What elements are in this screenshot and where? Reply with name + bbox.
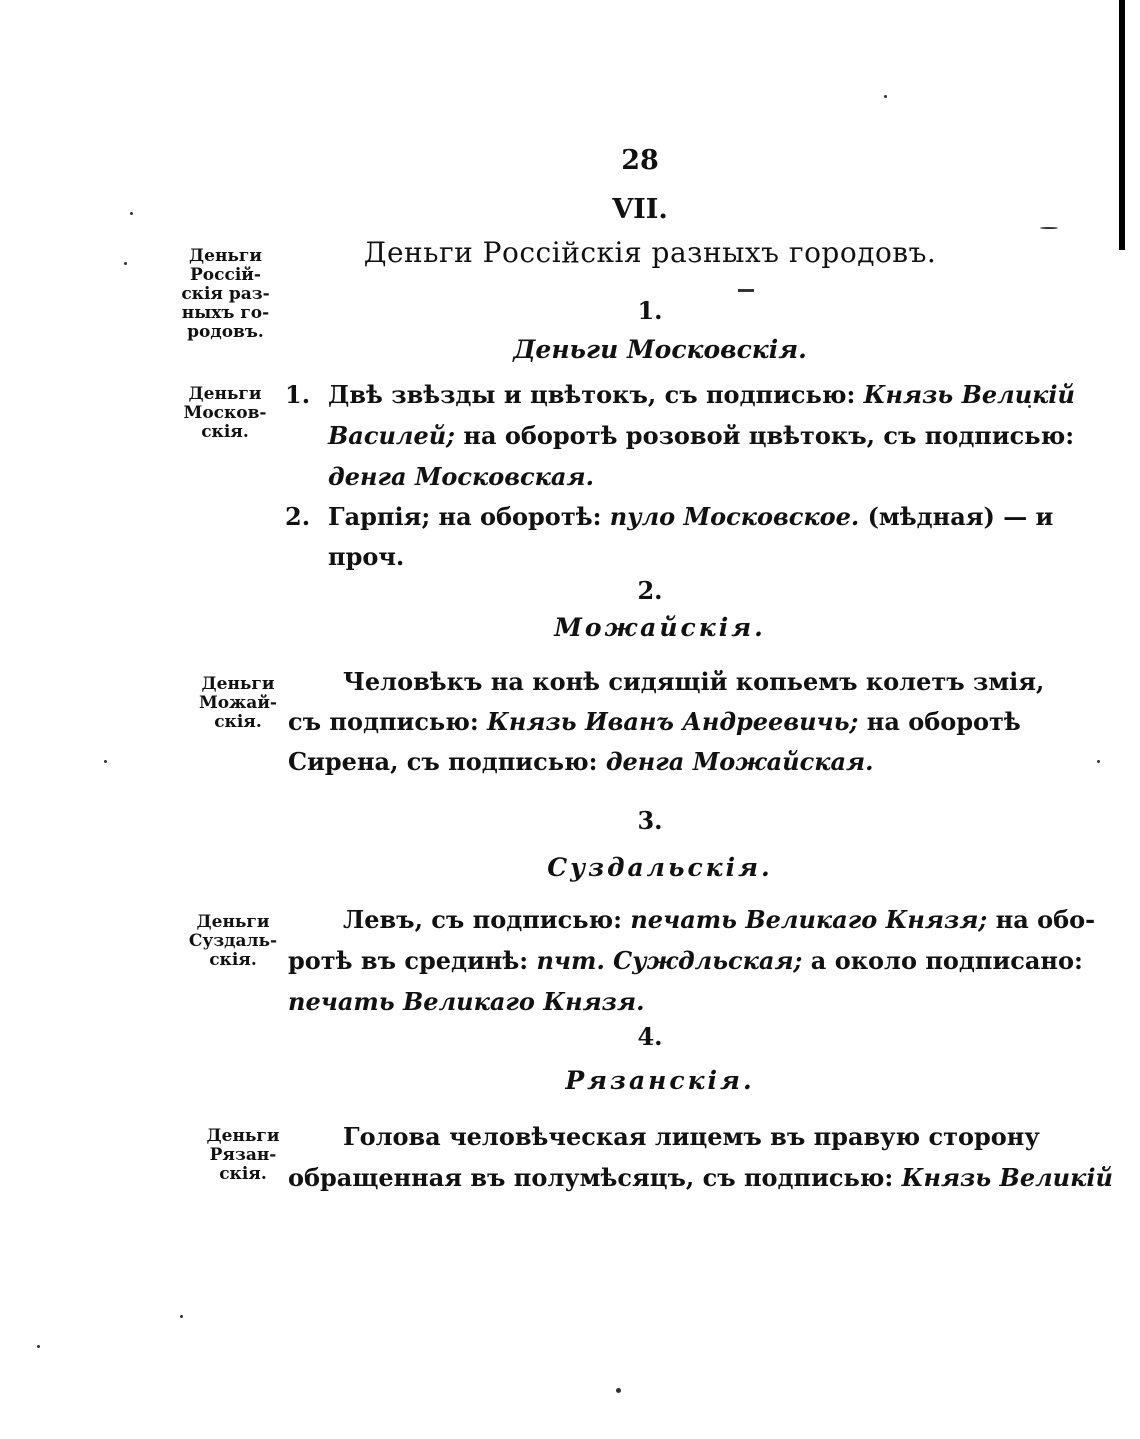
section-number: 4. <box>637 1022 663 1051</box>
margin-note-title: Деньги Россій- скія раз- ныхъ го- родовъ. <box>181 246 270 342</box>
text-line: Гарпія; на оборотѣ: пуло Московское. (мѣдная) — и <box>328 502 1054 531</box>
text-line: Человѣкъ на конѣ сидящій копьемъ колетъ змія, <box>343 667 1045 696</box>
text-line: Двѣ звѣзды и цвѣтокъ, съ подписью: Князь Великій <box>328 380 1075 409</box>
section-heading: Рязанскія. <box>565 1066 755 1095</box>
item-number: 2. <box>285 502 311 531</box>
section-heading: Суздальскія. <box>547 853 773 882</box>
section-number: 3. <box>637 806 663 835</box>
text-line: ротѣ въ срединѣ: пчт. Суждльская; а около подписано: <box>288 946 1083 975</box>
chapter-title: Деньги Россійскія разныхъ городовъ. <box>363 236 937 269</box>
section-heading: Можайскія. <box>554 613 766 642</box>
chapter-number: VII. <box>612 194 668 225</box>
scan-edge <box>1119 0 1125 250</box>
margin-note: Деньги Рязан- скія. <box>206 1126 280 1184</box>
section-number: 1. <box>637 296 663 325</box>
section-number: 2. <box>637 576 663 605</box>
item-number: 1. <box>285 380 311 409</box>
text-line: съ подписью: Князь Иванъ Андреевичь; на оборотѣ <box>288 707 1021 736</box>
text-line: проч. <box>328 542 405 571</box>
scan-speck <box>1040 227 1058 229</box>
margin-note: Деньги Москов- скія. <box>183 384 267 442</box>
text-line: денга Московская. <box>328 462 594 491</box>
scan-speck <box>180 1315 183 1318</box>
page-number: 28 <box>621 145 659 176</box>
scan-speck <box>104 760 107 763</box>
text-line: обращенная въ полумѣсяцъ, съ подписью: Князь Великій <box>288 1163 1113 1192</box>
text-line: Василей; на оборотѣ розовой цвѣтокъ, съ подписью: <box>328 421 1075 450</box>
scan-speck <box>884 95 887 98</box>
margin-note: Деньги Суздаль- скія. <box>188 912 278 970</box>
scan-speck <box>616 1388 621 1393</box>
text-line: печать Великаго Князя. <box>288 987 645 1016</box>
text-line: Левъ, съ подписью: печать Великаго Князя; на обо- <box>343 905 1096 934</box>
scan-speck <box>738 289 754 292</box>
scan-speck <box>37 1345 40 1348</box>
section-heading: Деньги Московскія. <box>513 335 807 364</box>
scan-speck <box>1097 760 1100 763</box>
margin-note: Деньги Можай- скія. <box>198 674 277 732</box>
text-line: Сирена, съ подписью: денга Можайская. <box>288 747 874 776</box>
scan-speck <box>124 262 127 265</box>
scan-speck <box>130 212 133 215</box>
text-line: Голова человѣческая лицемъ въ правую сторону <box>343 1122 1040 1151</box>
